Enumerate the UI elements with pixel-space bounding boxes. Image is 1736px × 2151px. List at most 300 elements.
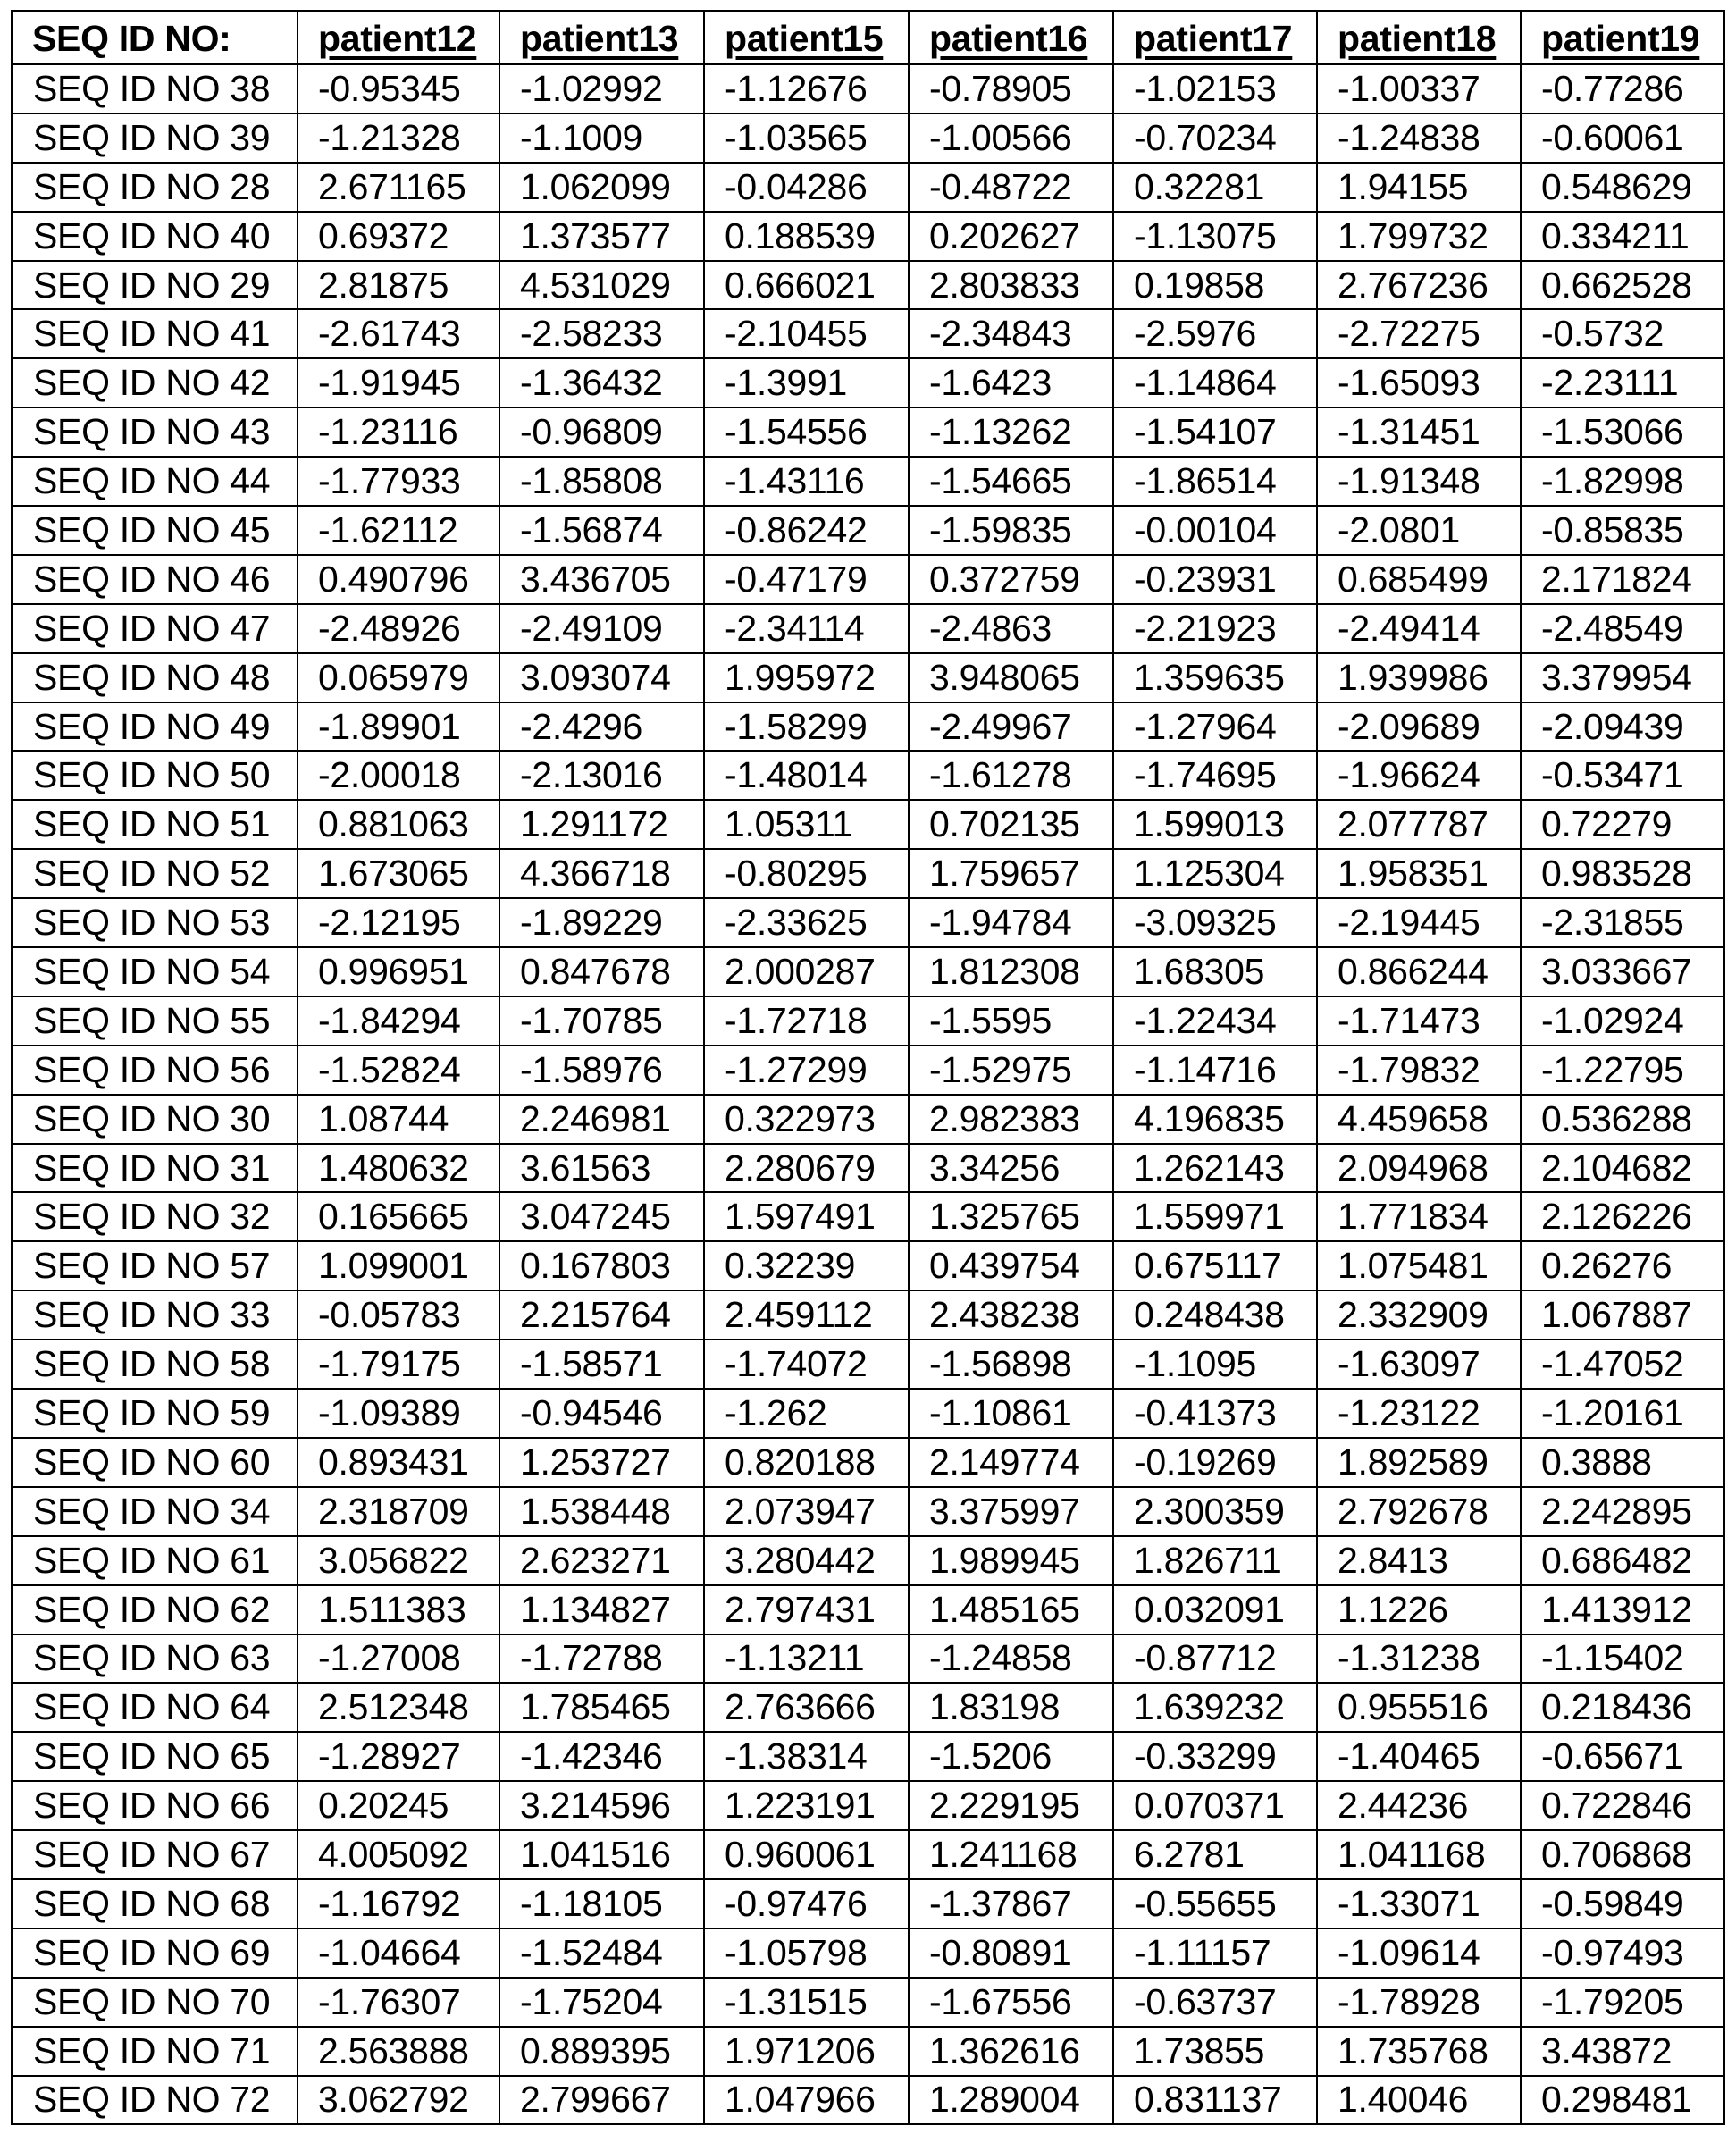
table-row [12,309,1724,358]
table-row [12,1144,1724,1193]
cell-seq-id: SEQ ID NO 63 [12,1634,298,1684]
cell-patient13: 3.436705 [499,555,704,604]
cell-patient18: 2.44236 [1317,1781,1521,1830]
cell-patient17: 0.070371 [1113,1781,1317,1830]
cell-patient19: -2.09439 [1521,702,1724,752]
cell-seq-id: SEQ ID NO 40 [12,212,298,261]
cell-seq-id: SEQ ID NO 55 [12,996,298,1046]
cell-patient12: -1.52824 [298,1046,499,1095]
cell-patient16: -1.67556 [909,1978,1113,2027]
column-header-label: patient19 [1541,18,1700,59]
cell-patient16: -1.6423 [909,358,1113,408]
cell-patient15: -2.33625 [704,898,909,947]
cell-patient13: -1.1009 [499,113,704,163]
cell-patient16: 1.241168 [909,1830,1113,1879]
cell-patient13: -2.4296 [499,702,704,752]
cell-patient16: 1.989945 [909,1536,1113,1585]
table-row [12,113,1724,163]
cell-patient13: 2.246981 [499,1095,704,1144]
cell-patient18: 2.094968 [1317,1144,1521,1193]
cell-patient12: 1.099001 [298,1241,499,1290]
cell-patient12: -2.61743 [298,309,499,358]
table-row [12,751,1724,800]
cell-patient16: -1.37867 [909,1879,1113,1928]
cell-patient13: 3.047245 [499,1192,704,1241]
cell-patient19: -0.85835 [1521,506,1724,555]
cell-patient13: 2.623271 [499,1536,704,1585]
cell-seq-id: SEQ ID NO 69 [12,1928,298,1978]
table-row [12,2027,1724,2076]
cell-patient12: -0.95345 [298,64,499,113]
cell-seq-id: SEQ ID NO 34 [12,1487,298,1536]
cell-patient15: 2.797431 [704,1585,909,1634]
cell-patient15: 2.459112 [704,1290,909,1340]
cell-patient15: -1.13211 [704,1634,909,1684]
cell-patient16: 1.485165 [909,1585,1113,1634]
cell-patient15: 3.280442 [704,1536,909,1585]
cell-patient19: 1.413912 [1521,1585,1724,1634]
cell-patient12: 2.512348 [298,1683,499,1732]
cell-patient15: 2.000287 [704,947,909,996]
cell-patient13: -1.89229 [499,898,704,947]
cell-patient17: -0.41373 [1113,1389,1317,1438]
cell-patient18: 0.685499 [1317,555,1521,604]
column-header-patient15 [704,11,909,64]
cell-patient19: -0.97493 [1521,1928,1724,1978]
cell-patient19: 2.171824 [1521,555,1724,604]
cell-patient18: 1.771834 [1317,1192,1521,1241]
cell-patient19: 2.242895 [1521,1487,1724,1536]
cell-patient16: 0.202627 [909,212,1113,261]
cell-patient13: 2.215764 [499,1290,704,1340]
cell-patient16: -1.61278 [909,751,1113,800]
cell-patient15: 2.280679 [704,1144,909,1193]
cell-patient17: -1.86514 [1113,457,1317,506]
cell-patient15: 0.666021 [704,261,909,310]
cell-patient19: 3.43872 [1521,2027,1724,2076]
cell-seq-id: SEQ ID NO 68 [12,1879,298,1928]
cell-patient19: 0.548629 [1521,163,1724,212]
cell-patient18: 0.866244 [1317,947,1521,996]
cell-patient12: -1.09389 [298,1389,499,1438]
cell-patient12: -2.00018 [298,751,499,800]
cell-patient15: -2.34114 [704,604,909,653]
cell-patient19: -0.77286 [1521,64,1724,113]
cell-patient13: 0.847678 [499,947,704,996]
cell-patient16: -1.52975 [909,1046,1113,1095]
cell-patient13: -1.02992 [499,64,704,113]
table-row [12,358,1724,408]
cell-seq-id: SEQ ID NO 30 [12,1095,298,1144]
cell-seq-id: SEQ ID NO 44 [12,457,298,506]
cell-patient18: 2.077787 [1317,800,1521,849]
cell-patient17: -0.87712 [1113,1634,1317,1684]
table-row [12,555,1724,604]
table-row [12,506,1724,555]
cell-patient15: -0.97476 [704,1879,909,1928]
cell-patient19: 0.983528 [1521,849,1724,898]
cell-patient13: -1.58976 [499,1046,704,1095]
cell-patient12: -1.89901 [298,702,499,752]
column-header-seq-id [12,11,298,64]
cell-seq-id: SEQ ID NO 48 [12,653,298,702]
table-row [12,653,1724,702]
cell-patient17: 2.300359 [1113,1487,1317,1536]
cell-seq-id: SEQ ID NO 51 [12,800,298,849]
table-row [12,898,1724,947]
cell-patient13: 3.214596 [499,1781,704,1830]
cell-seq-id: SEQ ID NO 33 [12,1290,298,1340]
cell-seq-id: SEQ ID NO 53 [12,898,298,947]
cell-patient19: -1.22795 [1521,1046,1724,1095]
column-header-patient18 [1317,11,1521,64]
cell-patient17: 1.262143 [1113,1144,1317,1193]
cell-patient12: 2.81875 [298,261,499,310]
cell-patient16: 0.439754 [909,1241,1113,1290]
cell-patient15: -0.80295 [704,849,909,898]
cell-patient18: -1.63097 [1317,1340,1521,1389]
cell-patient12: -1.27008 [298,1634,499,1684]
cell-patient13: -2.13016 [499,751,704,800]
cell-patient18: 1.799732 [1317,212,1521,261]
cell-patient12: -1.23116 [298,408,499,457]
cell-patient15: 0.322973 [704,1095,909,1144]
cell-patient15: -1.03565 [704,113,909,163]
cell-patient16: -1.00566 [909,113,1113,163]
table-row [12,1928,1724,1978]
table-row [12,1241,1724,1290]
cell-patient19: 0.298481 [1521,2076,1724,2125]
cell-seq-id: SEQ ID NO 66 [12,1781,298,1830]
column-header-label: patient13 [520,18,679,59]
cell-patient17: 0.19858 [1113,261,1317,310]
cell-patient15: -1.05798 [704,1928,909,1978]
cell-patient17: -1.1095 [1113,1340,1317,1389]
table-row [12,1438,1724,1487]
cell-patient19: 0.722846 [1521,1781,1724,1830]
cell-patient16: 1.325765 [909,1192,1113,1241]
cell-patient19: -1.47052 [1521,1340,1724,1389]
cell-patient19: 0.686482 [1521,1536,1724,1585]
cell-patient18: -2.72275 [1317,309,1521,358]
cell-patient16: -2.34843 [909,309,1113,358]
cell-patient18: -1.24838 [1317,113,1521,163]
cell-patient17: 0.831137 [1113,2076,1317,2125]
cell-patient15: -1.72718 [704,996,909,1046]
cell-seq-id: SEQ ID NO 59 [12,1389,298,1438]
table-row [12,1585,1724,1634]
cell-patient12: 0.20245 [298,1781,499,1830]
cell-seq-id: SEQ ID NO 50 [12,751,298,800]
cell-seq-id: SEQ ID NO 72 [12,2076,298,2125]
table-row [12,1389,1724,1438]
cell-seq-id: SEQ ID NO 31 [12,1144,298,1193]
cell-patient19: 0.26276 [1521,1241,1724,1290]
cell-patient19: 0.706868 [1521,1830,1724,1879]
cell-patient18: -2.19445 [1317,898,1521,947]
cell-patient16: -2.49967 [909,702,1113,752]
cell-patient18: -2.09689 [1317,702,1521,752]
cell-patient17: 1.125304 [1113,849,1317,898]
cell-patient16: 0.702135 [909,800,1113,849]
cell-patient17: -1.74695 [1113,751,1317,800]
cell-patient12: 1.511383 [298,1585,499,1634]
cell-patient17: 0.248438 [1113,1290,1317,1340]
cell-seq-id: SEQ ID NO 46 [12,555,298,604]
cell-seq-id: SEQ ID NO 49 [12,702,298,752]
cell-patient13: -1.42346 [499,1732,704,1781]
cell-patient12: 0.490796 [298,555,499,604]
cell-patient16: 2.438238 [909,1290,1113,1340]
cell-patient15: 1.597491 [704,1192,909,1241]
cell-patient16: 0.372759 [909,555,1113,604]
cell-patient16: 3.948065 [909,653,1113,702]
cell-patient19: -2.23111 [1521,358,1724,408]
table-row [12,408,1724,457]
cell-patient19: 0.536288 [1521,1095,1724,1144]
cell-patient13: 1.041516 [499,1830,704,1879]
cell-patient15: -1.58299 [704,702,909,752]
cell-patient17: 1.68305 [1113,947,1317,996]
cell-seq-id: SEQ ID NO 56 [12,1046,298,1095]
table-row [12,996,1724,1046]
cell-patient15: -1.31515 [704,1978,909,2027]
cell-patient18: 4.459658 [1317,1095,1521,1144]
cell-patient18: -1.40465 [1317,1732,1521,1781]
table-row [12,1095,1724,1144]
cell-patient19: 1.067887 [1521,1290,1724,1340]
cell-patient17: -0.19269 [1113,1438,1317,1487]
cell-patient19: 3.033667 [1521,947,1724,996]
cell-seq-id: SEQ ID NO 39 [12,113,298,163]
cell-patient18: 2.792678 [1317,1487,1521,1536]
cell-patient15: 1.223191 [704,1781,909,1830]
cell-seq-id: SEQ ID NO 32 [12,1192,298,1241]
cell-seq-id: SEQ ID NO 52 [12,849,298,898]
cell-patient16: 1.83198 [909,1683,1113,1732]
cell-patient19: 0.72279 [1521,800,1724,849]
cell-patient16: 2.149774 [909,1438,1113,1487]
cell-patient17: -0.63737 [1113,1978,1317,2027]
cell-patient12: 0.69372 [298,212,499,261]
table-row [12,64,1724,113]
cell-seq-id: SEQ ID NO 47 [12,604,298,653]
cell-patient16: -1.10861 [909,1389,1113,1438]
column-header-patient13 [499,11,704,64]
cell-seq-id: SEQ ID NO 64 [12,1683,298,1732]
cell-patient13: 2.799667 [499,2076,704,2125]
cell-patient16: 1.289004 [909,2076,1113,2125]
cell-patient13: 1.291172 [499,800,704,849]
column-header-patient12 [298,11,499,64]
cell-patient12: -1.91945 [298,358,499,408]
cell-patient17: 4.196835 [1113,1095,1317,1144]
cell-patient16: -1.54665 [909,457,1113,506]
table-row [12,604,1724,653]
cell-patient13: -1.72788 [499,1634,704,1684]
cell-patient15: -0.47179 [704,555,909,604]
cell-patient12: -1.21328 [298,113,499,163]
cell-patient12: 1.480632 [298,1144,499,1193]
cell-patient16: -0.48722 [909,163,1113,212]
cell-patient18: 2.8413 [1317,1536,1521,1585]
cell-seq-id: SEQ ID NO 71 [12,2027,298,2076]
cell-patient15: 0.960061 [704,1830,909,1879]
cell-seq-id: SEQ ID NO 45 [12,506,298,555]
cell-patient18: 2.767236 [1317,261,1521,310]
cell-patient19: 0.334211 [1521,212,1724,261]
cell-seq-id: SEQ ID NO 57 [12,1241,298,1290]
cell-patient15: 2.763666 [704,1683,909,1732]
table-row [12,1046,1724,1095]
cell-patient19: -0.53471 [1521,751,1724,800]
cell-patient16: 1.759657 [909,849,1113,898]
cell-patient15: 0.188539 [704,212,909,261]
cell-patient13: -1.18105 [499,1879,704,1928]
cell-patient12: -1.79175 [298,1340,499,1389]
cell-seq-id: SEQ ID NO 42 [12,358,298,408]
cell-patient17: -3.09325 [1113,898,1317,947]
table-row [12,1978,1724,2027]
table-row [12,1732,1724,1781]
cell-patient16: -1.56898 [909,1340,1113,1389]
cell-patient17: -0.70234 [1113,113,1317,163]
cell-patient19: 2.104682 [1521,1144,1724,1193]
cell-patient17: -0.00104 [1113,506,1317,555]
cell-patient15: -1.12676 [704,64,909,113]
column-header-patient19 [1521,11,1724,64]
cell-patient18: -2.0801 [1317,506,1521,555]
cell-patient15: -1.262 [704,1389,909,1438]
cell-patient12: 2.671165 [298,163,499,212]
cell-patient17: -1.22434 [1113,996,1317,1046]
cell-patient19: -2.48549 [1521,604,1724,653]
cell-patient18: -1.78928 [1317,1978,1521,2027]
cell-patient13: 1.538448 [499,1487,704,1536]
cell-patient15: 1.047966 [704,2076,909,2125]
cell-patient16: -1.59835 [909,506,1113,555]
cell-patient15: -1.27299 [704,1046,909,1095]
cell-patient18: 1.892589 [1317,1438,1521,1487]
cell-patient15: 0.32239 [704,1241,909,1290]
cell-seq-id: SEQ ID NO 62 [12,1585,298,1634]
cell-patient18: -1.33071 [1317,1879,1521,1928]
cell-patient13: -1.75204 [499,1978,704,2027]
cell-patient18: -1.91348 [1317,457,1521,506]
table-row [12,1192,1724,1241]
cell-patient12: 1.673065 [298,849,499,898]
cell-seq-id: SEQ ID NO 41 [12,309,298,358]
cell-patient13: -1.52484 [499,1928,704,1978]
cell-patient12: 0.881063 [298,800,499,849]
table-row [12,1879,1724,1928]
cell-patient15: 2.073947 [704,1487,909,1536]
cell-patient17: -2.21923 [1113,604,1317,653]
table-row [12,1536,1724,1585]
cell-patient18: -1.65093 [1317,358,1521,408]
cell-patient16: -1.5595 [909,996,1113,1046]
cell-patient18: 1.939986 [1317,653,1521,702]
cell-seq-id: SEQ ID NO 61 [12,1536,298,1585]
cell-patient19: -2.31855 [1521,898,1724,947]
cell-patient17: -1.14864 [1113,358,1317,408]
cell-patient16: 1.362616 [909,2027,1113,2076]
cell-patient13: 0.167803 [499,1241,704,1290]
column-header-label: patient18 [1338,18,1497,59]
table-row [12,1830,1724,1879]
cell-patient13: -1.36432 [499,358,704,408]
cell-patient17: 1.73855 [1113,2027,1317,2076]
cell-patient18: -1.31451 [1317,408,1521,457]
cell-patient18: -1.96624 [1317,751,1521,800]
cell-patient12: 0.893431 [298,1438,499,1487]
column-header-patient17 [1113,11,1317,64]
cell-patient13: -1.85808 [499,457,704,506]
cell-patient12: 3.062792 [298,2076,499,2125]
cell-seq-id: SEQ ID NO 58 [12,1340,298,1389]
cell-patient17: -0.33299 [1113,1732,1317,1781]
cell-patient12: -1.28927 [298,1732,499,1781]
cell-patient12: 0.996951 [298,947,499,996]
cell-patient12: -1.04664 [298,1928,499,1978]
cell-seq-id: SEQ ID NO 67 [12,1830,298,1879]
cell-seq-id: SEQ ID NO 28 [12,163,298,212]
cell-patient18: 1.075481 [1317,1241,1521,1290]
cell-patient17: -0.23931 [1113,555,1317,604]
column-header-patient16 [909,11,1113,64]
cell-patient12: -0.05783 [298,1290,499,1340]
cell-patient16: -1.24858 [909,1634,1113,1684]
cell-patient17: 1.559971 [1113,1192,1317,1241]
cell-patient19: -0.5732 [1521,309,1724,358]
table-row [12,702,1724,752]
cell-patient16: 2.982383 [909,1095,1113,1144]
cell-patient17: -1.11157 [1113,1928,1317,1978]
cell-seq-id: SEQ ID NO 54 [12,947,298,996]
cell-patient12: -1.62112 [298,506,499,555]
cell-patient13: -0.96809 [499,408,704,457]
cell-patient16: 2.229195 [909,1781,1113,1830]
cell-patient12: -1.84294 [298,996,499,1046]
cell-patient13: 1.134827 [499,1585,704,1634]
cell-patient13: 0.889395 [499,2027,704,2076]
cell-patient13: -1.56874 [499,506,704,555]
cell-patient15: -2.10455 [704,309,909,358]
cell-patient13: 1.373577 [499,212,704,261]
cell-patient17: -1.27964 [1113,702,1317,752]
column-header-label: SEQ ID NO: [32,18,231,59]
cell-patient13: 1.062099 [499,163,704,212]
cell-patient19: -1.02924 [1521,996,1724,1046]
cell-patient13: -2.49109 [499,604,704,653]
cell-patient19: -0.59849 [1521,1879,1724,1928]
cell-patient16: 2.803833 [909,261,1113,310]
cell-patient15: -1.74072 [704,1340,909,1389]
cell-patient16: 3.34256 [909,1144,1113,1193]
cell-patient17: 6.2781 [1113,1830,1317,1879]
cell-patient13: -1.70785 [499,996,704,1046]
cell-seq-id: SEQ ID NO 70 [12,1978,298,2027]
cell-patient12: 3.056822 [298,1536,499,1585]
cell-patient17: -1.13075 [1113,212,1317,261]
cell-patient18: 2.332909 [1317,1290,1521,1340]
column-header-label: patient15 [725,18,884,59]
cell-patient17: -1.02153 [1113,64,1317,113]
table-row [12,212,1724,261]
cell-patient17: 1.599013 [1113,800,1317,849]
cell-patient17: 0.32281 [1113,163,1317,212]
cell-patient19: 2.126226 [1521,1192,1724,1241]
